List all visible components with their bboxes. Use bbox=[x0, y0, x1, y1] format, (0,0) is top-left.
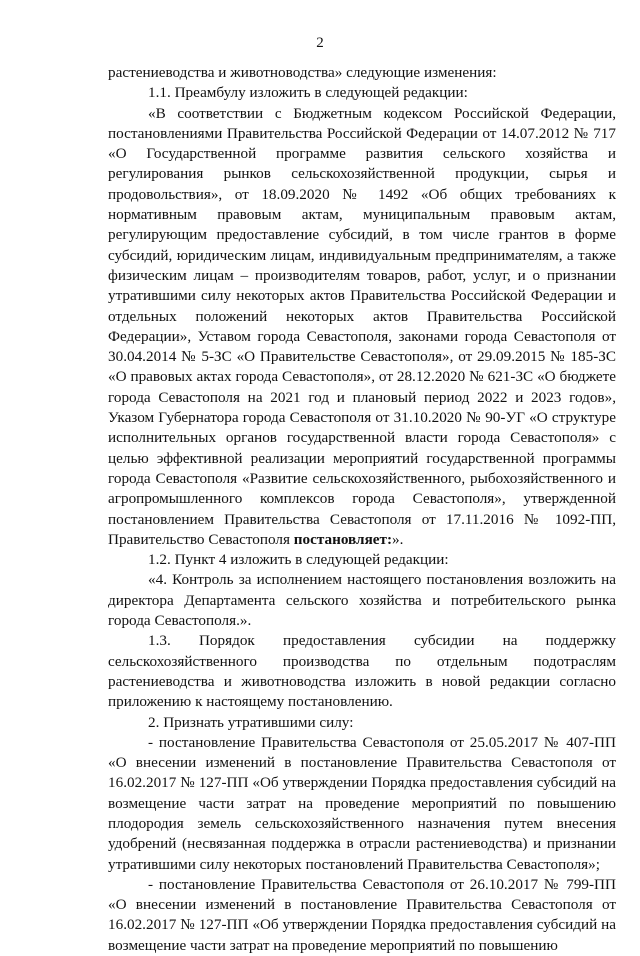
preamble-text: «В соответствии с Бюджетным кодексом Российской Федерации, постановлениями Правительства Российской Федерации от 14.07.2012 № 717 «О Государственной программе развития сельского хозяйства и регулирования рынков сельскохозяйственной продукции, сырья и продовольствия», от 18.09.2020 № 1492 «Об общих требованиях к нормативным правовым актам, муниципальным правовым актам, регулирующим предоставление субсидий, в том числе грантов в форме субсидий, юридическим лицам, индивидуальным предпринимателям, а также физическим лицам – производителям товаров, работ, услуг, и о признании утратившими силу некоторых актов Правительства Российской Федерации и отдельных положений некоторых актов Правительства Российской Федерации», Уставом города Севастополя, законами города Севастополя от 30.04.2014 № 5-ЗС «О Правительстве Севастополя», от 29.09.2015 № 185-ЗС «О правовых актах города Севастополя», от 28.12.2020 № 621-ЗС «О бюджете города Севастополя на 2021 год и плановый период 2022 и 2023 годов», Указом Губернатора города Севастополя от 31.10.2020 № 90-УГ «О структуре исполнительных органов государственной власти города Севастополя» с целью эффективной реализации мероприятий государственной программы города Севастополя «Развитие сельскохозяйственного, рыбохозяйственного и агропромышленного комплексов города Севастополя», утвержденной постановлением Правительства Севастополя от 17.11.2016 № 1092-ПП, Правительство Севастополя bbox=[108, 104, 616, 548]
preamble-bold-decree: постановляет: bbox=[293, 530, 393, 548]
document-body bbox=[108, 63, 616, 956]
preamble-closing: ». bbox=[392, 530, 404, 548]
paragraph-2: 2. Признать утратившими силу: bbox=[148, 713, 354, 731]
paragraph-1-3: 1.3. Порядок предоставления субсидии на поддержку сельскохозяйственного производства по отдельным подотраслям растениеводства и животноводства изложить в новой редакции согласно приложению к настоящему постановлению. bbox=[108, 632, 616, 711]
paragraph-point-4: «4. Контроль за исполнением настоящего постановления возложить на директора Департамента сельского хозяйства и потребительского рынка города Севастополя.». bbox=[108, 571, 616, 630]
paragraph-1-2: 1.2. Пункт 4 изложить в следующей редакции: bbox=[148, 551, 449, 569]
paragraph-preamble bbox=[108, 104, 616, 551]
paragraph-1-1: 1.1. Преамбулу изложить в следующей редакции: bbox=[148, 84, 468, 102]
paragraph-intro-continuation: растениеводства и животноводства» следующие изменения: bbox=[108, 64, 497, 81]
paragraph-repealed-407: - постановление Правительства Севастополя от 25.05.2017 № 407-ПП «О внесении изменений в постановление Правительства Севастополя от 16.02.2017 № 127-ПП «Об утверждении Порядка предоставления субсидий на возмещение части затрат на проведение мероприятий по повышению плодородия земель сельскохозяйственного назначения путем внесения удобрений (несвязанная поддержка в отрасли растениеводства) и признании утратившими силу некоторых постановлений Правительства Севастополя»; bbox=[108, 733, 616, 873]
paragraph-repealed-799: - постановление Правительства Севастополя от 26.10.2017 № 799-ПП «О внесении изменений в постановление Правительства Севастополя от 16.02.2017 № 127-ПП «Об утверждении Порядка предоставления субсидий на возмещение части затрат на проведение мероприятий по повышению bbox=[108, 875, 616, 954]
page-number: 2 bbox=[316, 35, 324, 51]
